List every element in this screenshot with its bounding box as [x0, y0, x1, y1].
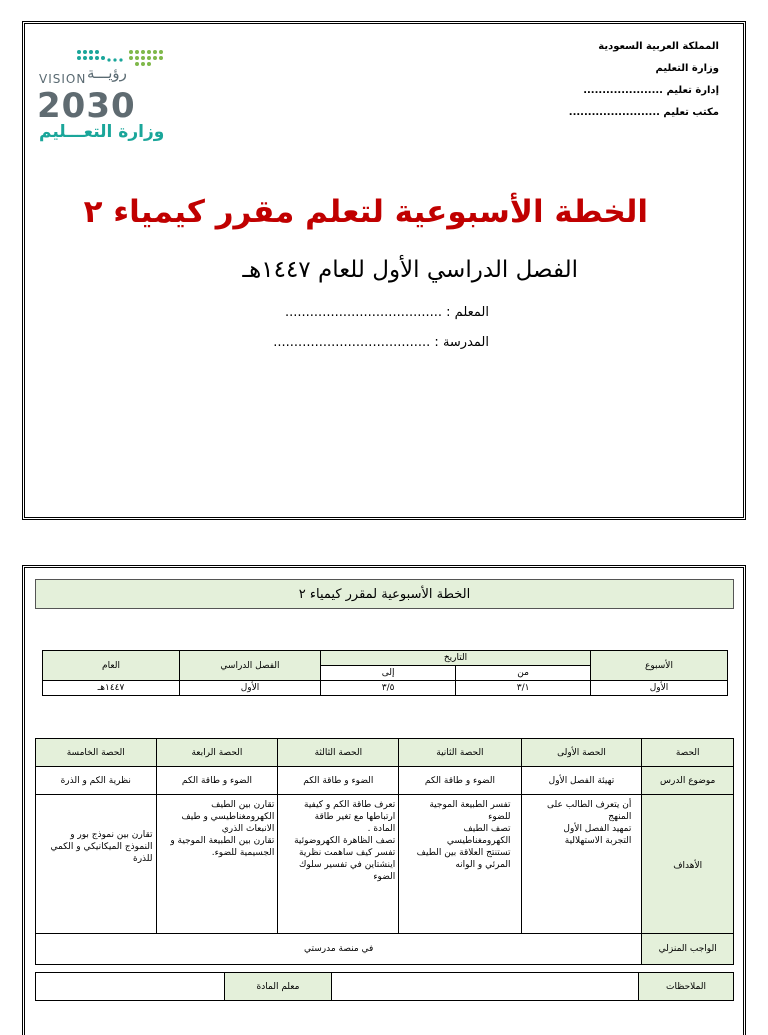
- objective-text: تقارن بين نموذج بور و: [70, 830, 153, 840]
- homework-label: الواجب المنزلي: [642, 934, 734, 965]
- teacher-line: المعلم : ......................................: [285, 305, 489, 320]
- objective-text: تقارن بين الطيف: [211, 800, 275, 810]
- objective-text: تصف الطيف: [463, 824, 511, 834]
- period-header: الحصة الخامسة: [36, 739, 157, 767]
- week-info-table: [42, 650, 728, 696]
- week-value: الأول: [591, 681, 728, 696]
- objectives-cell: [156, 795, 278, 934]
- objective-text: للضوء: [488, 812, 511, 822]
- homework-value: في منصة مدرستي: [36, 934, 642, 965]
- objective-text: المرئي و الوانه: [455, 860, 511, 870]
- objective-text: الضوء: [373, 872, 396, 882]
- objectives-cell: [36, 795, 157, 934]
- lesson-topic: تهيئة الفصل الأول: [521, 767, 642, 795]
- to-header: إلى: [321, 666, 456, 681]
- objective-text: أن يتعرف الطالب على: [547, 800, 632, 810]
- period-header: الحصة الثانية: [399, 739, 521, 767]
- year-value: ١٤٤٧هـ: [43, 681, 180, 696]
- objective-text: الكهرومغناطيسي: [446, 836, 511, 846]
- objectives-label: الأهداف: [642, 795, 734, 934]
- notes-table: [35, 972, 734, 1001]
- objective-text: النموذج الميكانيكي و الكمي: [50, 842, 153, 852]
- topic-label: موضوع الدرس: [642, 767, 734, 795]
- official-header: [569, 36, 719, 124]
- from-header: من: [456, 666, 591, 681]
- notes-label: الملاحظات: [639, 973, 734, 1001]
- school-line: المدرسة : ......................................: [273, 335, 489, 350]
- objective-text: ارتباطها مع تغير طاقة: [314, 812, 396, 822]
- education-office-line: مكتب تعليم ........................: [568, 107, 719, 118]
- schedule-table: [35, 738, 734, 965]
- objectives-cell: [399, 795, 521, 934]
- kingdom-line: المملكة العربية السعودية: [598, 41, 719, 52]
- weekly-plan-page: [22, 565, 746, 1035]
- objective-text: الانبعاث الذري: [221, 824, 275, 834]
- objective-text: تعرف طاقة الكم و كيفية: [304, 800, 396, 810]
- logo-ruya-text: رؤيـــة: [87, 64, 127, 82]
- objective-text: المادة .: [367, 824, 396, 834]
- lesson-topic: نظرية الكم و الذرة: [36, 767, 157, 795]
- semester-subtitle: الفصل الدراسي الأول للعام ١٤٤٧هـ: [242, 257, 578, 283]
- objective-text: تفسر كيف ساهمت نظرية: [299, 848, 396, 858]
- objective-text: تفسر الطبيعة الموجية: [429, 800, 511, 810]
- subject-teacher-label: معلم المادة: [225, 973, 332, 1001]
- objective-text: الكهرومغناطيسي و طيف: [181, 812, 275, 822]
- period-header: الحصة الأولى: [521, 739, 642, 767]
- year-header: العام: [43, 651, 180, 681]
- objective-text: اينشتاين في تفسير سلوك: [298, 860, 396, 870]
- ministry-line: وزارة التعليم: [655, 63, 719, 74]
- plan-banner: الخطة الأسبوعية لمقرر كيمياء ٢: [35, 579, 734, 609]
- lesson-topic: الضوء و طاقة الكم: [156, 767, 278, 795]
- plan-title: الخطة الأسبوعية لتعلم مقرر كيمياء ٢: [83, 194, 648, 230]
- period-header: الحصة الرابعة: [156, 739, 278, 767]
- logo-vision-text: VISION: [39, 72, 87, 86]
- objective-text: التجربة الاستهلالية: [564, 836, 632, 846]
- objective-text: تصف الظاهرة الكهروضوئية: [294, 836, 396, 846]
- from-value: ٣/١: [456, 681, 591, 696]
- objective-text: للذرة: [132, 854, 153, 864]
- term-header: الفصل الدراسي: [180, 651, 321, 681]
- objective-text: تستنتج العلاقة بين الطيف: [416, 848, 511, 858]
- logo-ministry-text: وزارة التعـــليم: [39, 122, 165, 142]
- lesson-topic: الضوء و طاقة الكم: [399, 767, 521, 795]
- subject-teacher-value: [36, 973, 225, 1001]
- objectives-cell: [521, 795, 642, 934]
- date-header: التاريخ: [321, 651, 591, 666]
- lesson-topic: الضوء و طاقة الكم: [278, 767, 399, 795]
- logo-year-text: 2030: [37, 86, 136, 126]
- objective-text: تقارن بين الطبيعة الموجية و: [170, 836, 275, 846]
- education-admin-line: إدارة تعليم .....................: [583, 85, 719, 96]
- week-header: الأسبوع: [591, 651, 728, 681]
- cover-page: [22, 21, 746, 520]
- period-label: الحصة: [642, 739, 734, 767]
- objective-text: تمهيد الفصل الأول: [563, 824, 632, 834]
- notes-value: [332, 973, 639, 1001]
- period-header: الحصة الثالثة: [278, 739, 399, 767]
- objective-text: الجسيمية للضوء.: [211, 848, 275, 858]
- to-value: ٣/٥: [321, 681, 456, 696]
- term-value: الأول: [180, 681, 321, 696]
- objective-text: المنهج: [608, 812, 632, 822]
- objectives-cell: [278, 795, 399, 934]
- vision-2030-logo: [35, 34, 165, 142]
